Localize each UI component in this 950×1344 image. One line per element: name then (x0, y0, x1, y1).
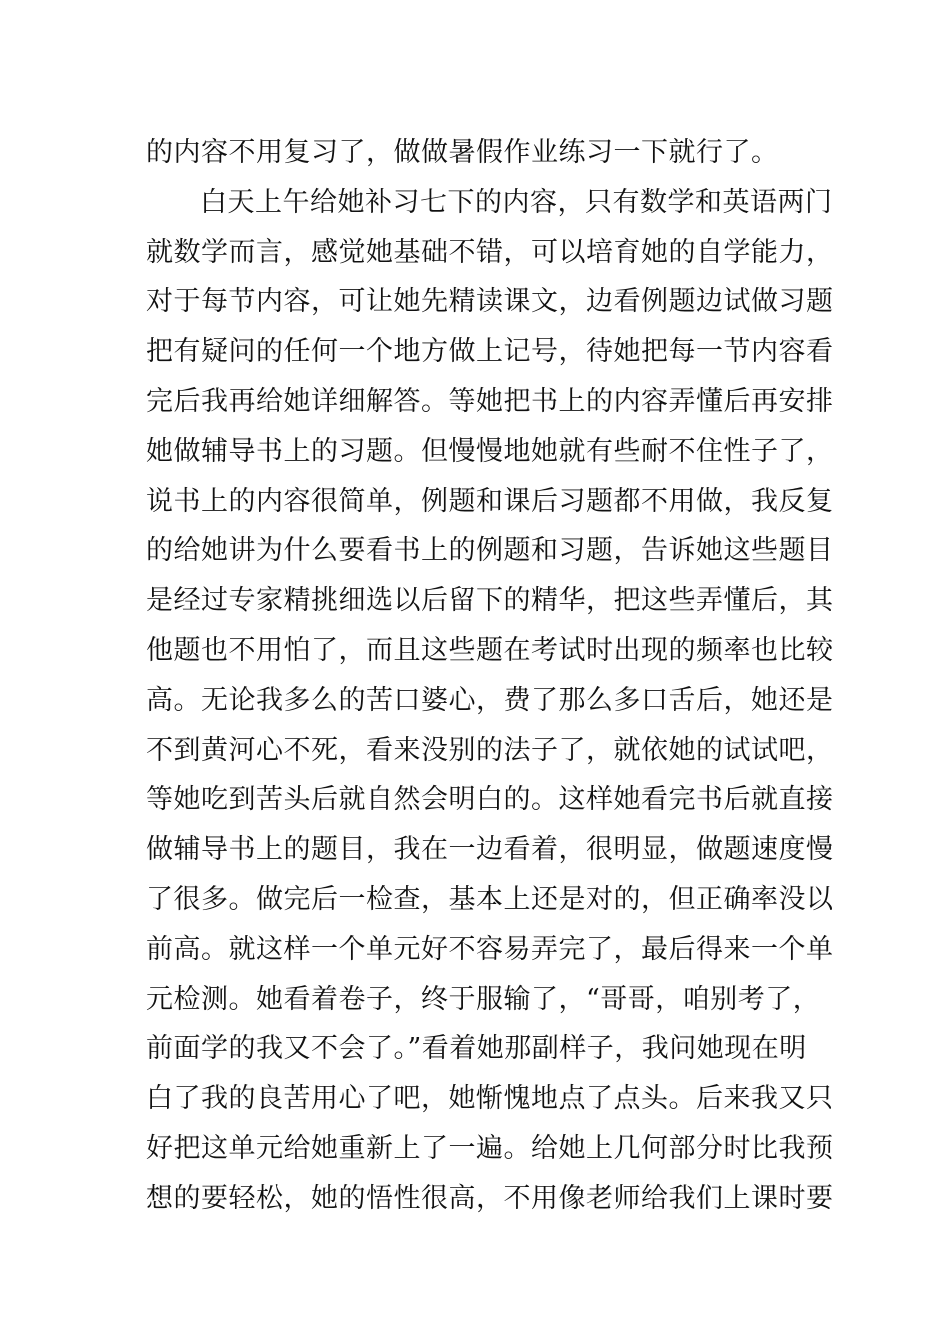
text-line: 元检测。她看着卷子，终于服输了，“哥哥，咱别考了， (146, 983, 821, 1015)
paragraph-first-line: 白天上午给她补习七下的内容，只有数学和英语两门 (200, 186, 833, 218)
body-text (146, 128, 834, 1224)
text-line: 把有疑问的任何一个地方做上记号，待她把每一节内容看 (146, 336, 834, 368)
text-line: 前高。就这样一个单元好不容易弄完了，最后得来一个单 (146, 933, 834, 965)
text-line: 对于每节内容，可让她先精读课文，边看例题边试做习题 (146, 286, 834, 318)
text-line: 的给她讲为什么要看书上的例题和习题，告诉她这些题目 (146, 535, 834, 567)
text-line: 不到黄河心不死，看来没别的法子了，就依她的试试吧， (146, 734, 834, 766)
text-line: 就数学而言，感觉她基础不错，可以培育她的自学能力， (146, 236, 834, 268)
text-line: 前面学的我又不会了。”看着她那副样子，我问她现在明 (146, 1033, 807, 1065)
text-line: 白了我的良苦用心了吧，她惭愧地点了点头。后来我又只 (146, 1083, 834, 1115)
text-line: 完后我再给她详细解答。等她把书上的内容弄懂后再安排 (146, 385, 834, 417)
text-line: 是经过专家精挑细选以后留下的精华，把这些弄懂后，其 (146, 585, 834, 617)
text-line: 想的要轻松，她的悟性很高，不用像老师给我们上课时要 (146, 1182, 834, 1214)
text-line: 高。无论我多么的苦口婆心，费了那么多口舌后，她还是 (146, 684, 834, 716)
text-line: 等她吃到苦头后就自然会明白的。这样她看完书后就直接 (146, 784, 834, 816)
text-line: 了很多。做完后一检查，基本上还是对的，但正确率没以 (146, 883, 834, 915)
text-line: 她做辅导书上的习题。但慢慢地她就有些耐不住性子了， (146, 435, 834, 467)
text-line: 的内容不用复习了，做做暑假作业练习一下就行了。 (146, 137, 779, 168)
text-line: 做辅导书上的题目，我在一边看着，很明显，做题速度慢 (146, 834, 834, 866)
text-line: 说书上的内容很简单，例题和课后习题都不用做，我反复 (146, 485, 834, 517)
text-line: 好把这单元给她重新上了一遍。给她上几何部分时比我预 (146, 1132, 834, 1164)
text-line: 他题也不用怕了，而且这些题在考试时出现的频率也比较 (146, 634, 834, 666)
